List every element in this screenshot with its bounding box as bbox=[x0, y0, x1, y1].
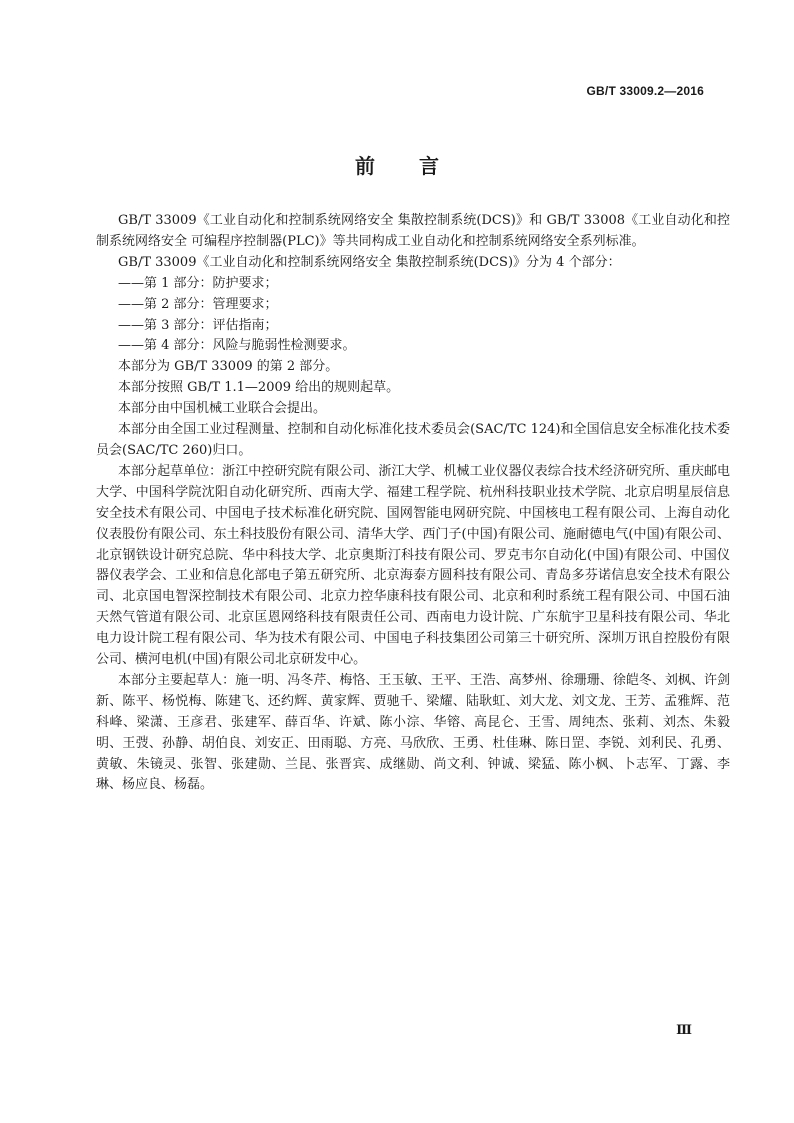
page-title bbox=[0, 150, 794, 179]
paragraph-proposer: 本部分由中国机械工业联合会提出。 bbox=[118, 401, 327, 417]
list-item: ——第 4 部分：风险与脆弱性检测要求。 bbox=[118, 338, 356, 354]
list-item: ——第 3 部分：评估指南； bbox=[118, 317, 278, 333]
paragraph-drafting-units: 本部分起草单位：浙江中控研究院有限公司、浙江大学、机械工业仪器仪表综合技术经济研究所、重庆邮电大学、中国科学院沈阳自动化研究所、西南大学、福建工程学院、杭州科技职业技术学院、北京启明星辰信息安全技术有限公司、中国电子技术标准化研究院、国网智能电网研究院、中国核电工程有限公司、上海自动化仪表股份有限公司、东土科技股份有限公司、清华大学、西门子(中国)有限公司、施耐德电气(中国)有限公司、北京钢铁设计研究总院、华中科技大学、北京奥斯汀科技有限公司、罗克韦尔自动化(中国)有限公司、中国仪器仪表学会、工业和信息化部电子第五研究所、北京海泰方圆科技有限公司、青岛多芬诺信息安全技术有限公司、北京国电智深控制技术有限公司、北京力控华康科技有限公司、北京和利时系统工程有限公司、中国石油天然气管道有限公司、北京匡恩网络科技有限责任公司、西南电力设计院、广东航宇卫星科技有限公司、华北电力设计院工程有限公司、华为技术有限公司、中国电子科技集团公司第三十研究所、深圳万讯自控股份有限公司、横河电机(中国)有限公司北京研发中心。 bbox=[96, 463, 730, 668]
title-part-1: 前 bbox=[355, 154, 375, 178]
list-item: ——第 2 部分：管理要求； bbox=[118, 296, 278, 312]
paragraph-drafters: 本部分主要起草人：施一明、冯冬芹、梅恪、王玉敏、王平、王浩、高梦州、徐珊珊、徐皑冬、刘枫、许剑新、陈平、杨悦梅、陈建飞、还约辉、黄家辉、贾驰千、梁耀、陆耿虹、刘大龙、刘文龙、王芳、孟雅辉、范科峰、梁潇、王彦君、张建军、薛百华、许斌、陈小淙、华镕、高昆仑、王雪、周纯杰、张莉、刘杰、朱毅明、王弢、孙静、胡伯良、刘安正、田雨聪、方亮、马欣欣、王勇、杜佳琳、陈日罡、李锐、刘利民、孔勇、黄敏、朱镜灵、张智、张建勋、兰昆、张晋宾、成继勋、尚文利、钟诚、梁猛、陈小枫、卜志军、丁露、李琳、杨应良、杨磊。 bbox=[96, 672, 730, 793]
standard-code: GB/T 33009.2—2016 bbox=[586, 84, 704, 98]
list-item: ——第 1 部分：防护要求； bbox=[118, 275, 278, 291]
document-body bbox=[96, 211, 730, 796]
paragraph-parts-intro: GB/T 33009《工业自动化和控制系统网络安全 集散控制系统(DCS)》分为 4 个部分： bbox=[118, 254, 621, 270]
paragraph-series-intro: GB/T 33009《工业自动化和控制系统网络安全 集散控制系统(DCS)》和 GB/T 33008《工业自动化和控制系统网络安全 可编程序控制器(PLC)》等共同构成工业自动化和控制系统网络安全系列标准。 bbox=[96, 213, 730, 249]
page-number: Ⅲ bbox=[676, 1022, 692, 1037]
paragraph-part-statement: 本部分为 GB/T 33009 的第 2 部分。 bbox=[118, 359, 339, 375]
paragraph-technical-committee: 本部分由全国工业过程测量、控制和自动化标准化技术委员会(SAC/TC 124)和全国信息安全标准化技术委员会(SAC/TC 260)归口。 bbox=[96, 422, 730, 458]
title-part-2: 言 bbox=[419, 154, 439, 178]
paragraph-drafting-rules: 本部分按照 GB/T 1.1—2009 给出的规则起草。 bbox=[118, 380, 400, 396]
